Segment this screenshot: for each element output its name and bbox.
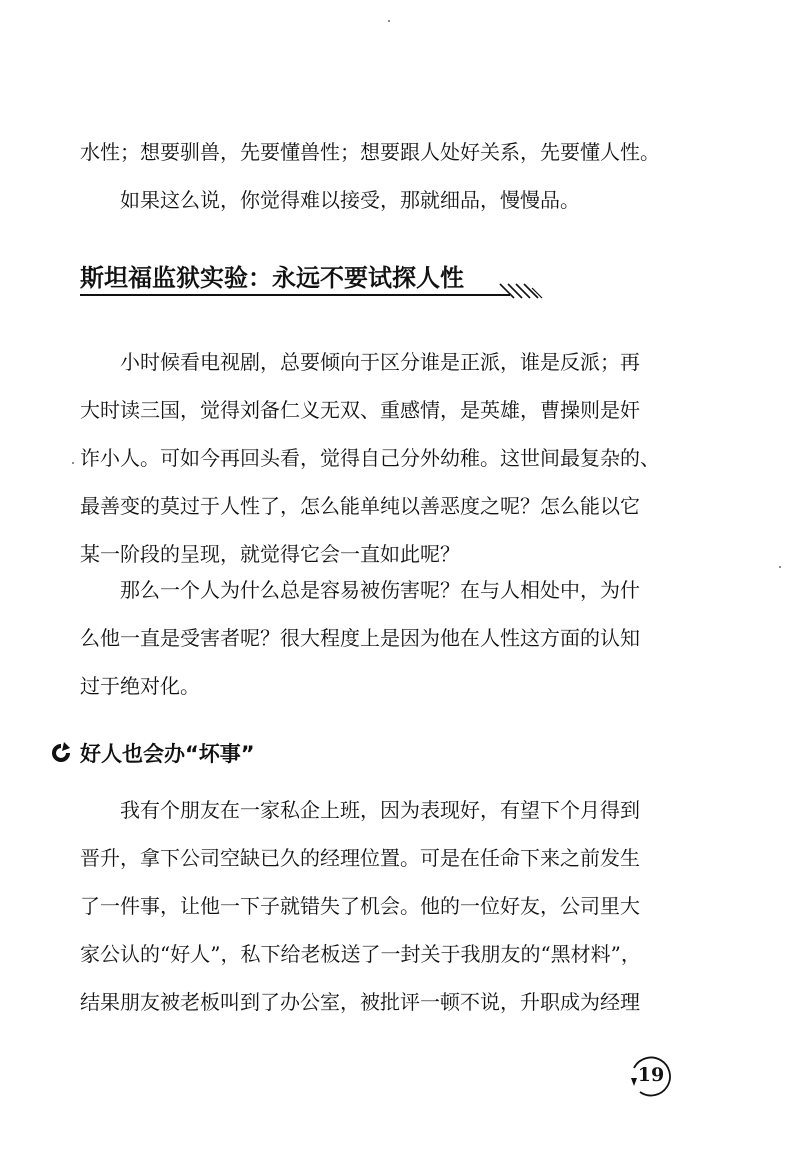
text-line: 过于绝对化。: [80, 674, 200, 698]
subheading-text: 好人也会办“坏事”: [80, 742, 255, 766]
scan-speck: [388, 20, 390, 22]
text-line: 结果朋友被老板叫到了办公室，被批评一顿不说，升职成为经理: [80, 990, 640, 1014]
text-line: 么他一直是受害者呢？很大程度上是因为他在人性这方面的认知: [80, 626, 640, 650]
text-line: 那么一个人为什么总是容易被伤害呢？在与人相处中，为什: [120, 578, 640, 602]
circular-arrow-icon: [50, 742, 72, 764]
section-title: 斯坦福监狱实验：永远不要试探人性: [80, 264, 464, 292]
text-line: 如果这么说，你觉得难以接受，那就细品，慢慢品。: [120, 188, 580, 212]
subheading: [50, 736, 255, 770]
paragraph-1: [80, 338, 670, 578]
page-number-text: 19: [637, 1064, 665, 1086]
text-line: 诈小人。可如今再回头看，觉得自己分外幼稚。这世间最复杂的、: [80, 446, 660, 470]
text-line: 家公认的“好人”，私下给老板送了一封关于我朋友的“黑材料”，: [80, 942, 641, 966]
title-underline: [80, 294, 510, 296]
text-line: 大时读三国，觉得刘备仁义无双、重感情，是英雄，曹操则是奸: [80, 398, 640, 422]
paragraph-2: [80, 566, 670, 710]
scan-speck: [72, 462, 74, 464]
paragraph-3: [80, 786, 670, 1026]
title-hatch-decoration: [498, 280, 546, 302]
text-line: 最善变的莫过于人性了，怎么能单纯以善恶度之呢？怎么能以它: [80, 494, 640, 518]
page-number: [626, 1050, 676, 1100]
scan-speck: [779, 566, 781, 568]
text-line: 水性；想要驯兽，先要懂兽性；想要跟人处好关系，先要懂人性。: [80, 140, 660, 164]
text-line: 晋升，拿下公司空缺已久的经理位置。可是在任命下来之前发生: [80, 846, 640, 870]
text-line: 我有个朋友在一家私企上班，因为表现好，有望下个月得到: [120, 798, 640, 822]
text-line: 某一阶段的呈现，就觉得它会一直如此呢？: [80, 542, 460, 566]
text-line: 小时候看电视剧，总要倾向于区分谁是正派，谁是反派；再: [120, 350, 640, 374]
text-line: 了一件事，让他一下子就错失了机会。他的一位好友，公司里大: [80, 894, 640, 918]
paragraph-top: [80, 128, 670, 224]
